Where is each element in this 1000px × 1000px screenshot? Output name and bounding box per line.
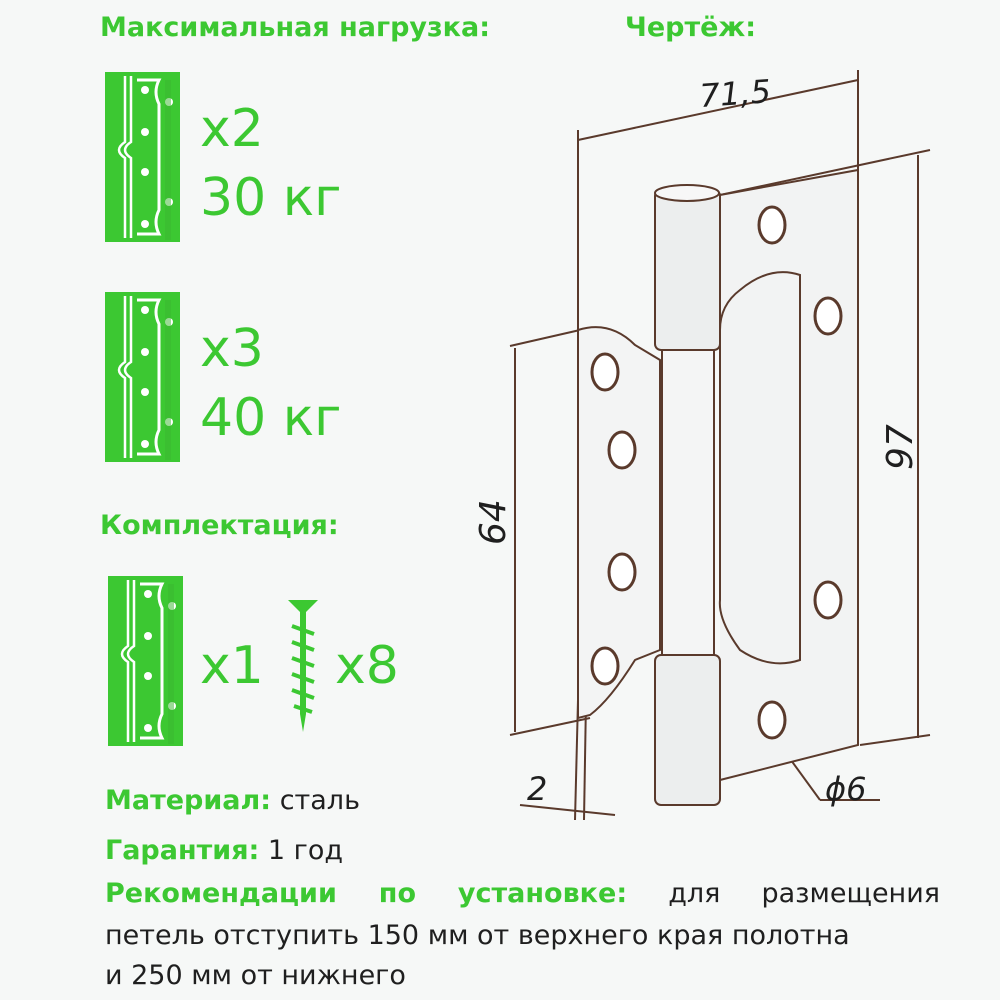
load-weight-40: 40 кг	[200, 388, 342, 448]
recommendation-line-3: и 250 мм от нижнего	[105, 960, 406, 991]
dim-height: 97	[880, 424, 921, 470]
recommendation-line-2: петель отступить 150 мм от верхнего края полотна	[105, 920, 850, 951]
load-count-2: x2	[200, 99, 264, 159]
load-count-3: x3	[200, 319, 264, 379]
drawing-heading: Чертёж:	[625, 12, 757, 43]
dim-short: 64	[473, 499, 514, 545]
recommendation-text-1: для размещения	[668, 878, 941, 909]
kit-screw-count: x8	[335, 636, 399, 696]
load-weight-30: 30 кг	[200, 168, 342, 228]
recommendation-label: Рекомендации по установке:	[105, 878, 628, 909]
material-label: Материал:	[105, 785, 272, 816]
dim-hole: ϕ6	[825, 770, 867, 808]
warranty-label: Гарантия:	[105, 835, 260, 866]
material-value: сталь	[279, 785, 360, 816]
warranty-value: 1 год	[267, 835, 344, 866]
kit-hinge-count: x1	[200, 636, 264, 696]
dim-width: 71,5	[698, 72, 773, 116]
kit-heading: Комплектация:	[100, 510, 339, 541]
max-load-heading: Максимальная нагрузка:	[100, 12, 491, 43]
dim-offset: 2	[527, 770, 548, 808]
